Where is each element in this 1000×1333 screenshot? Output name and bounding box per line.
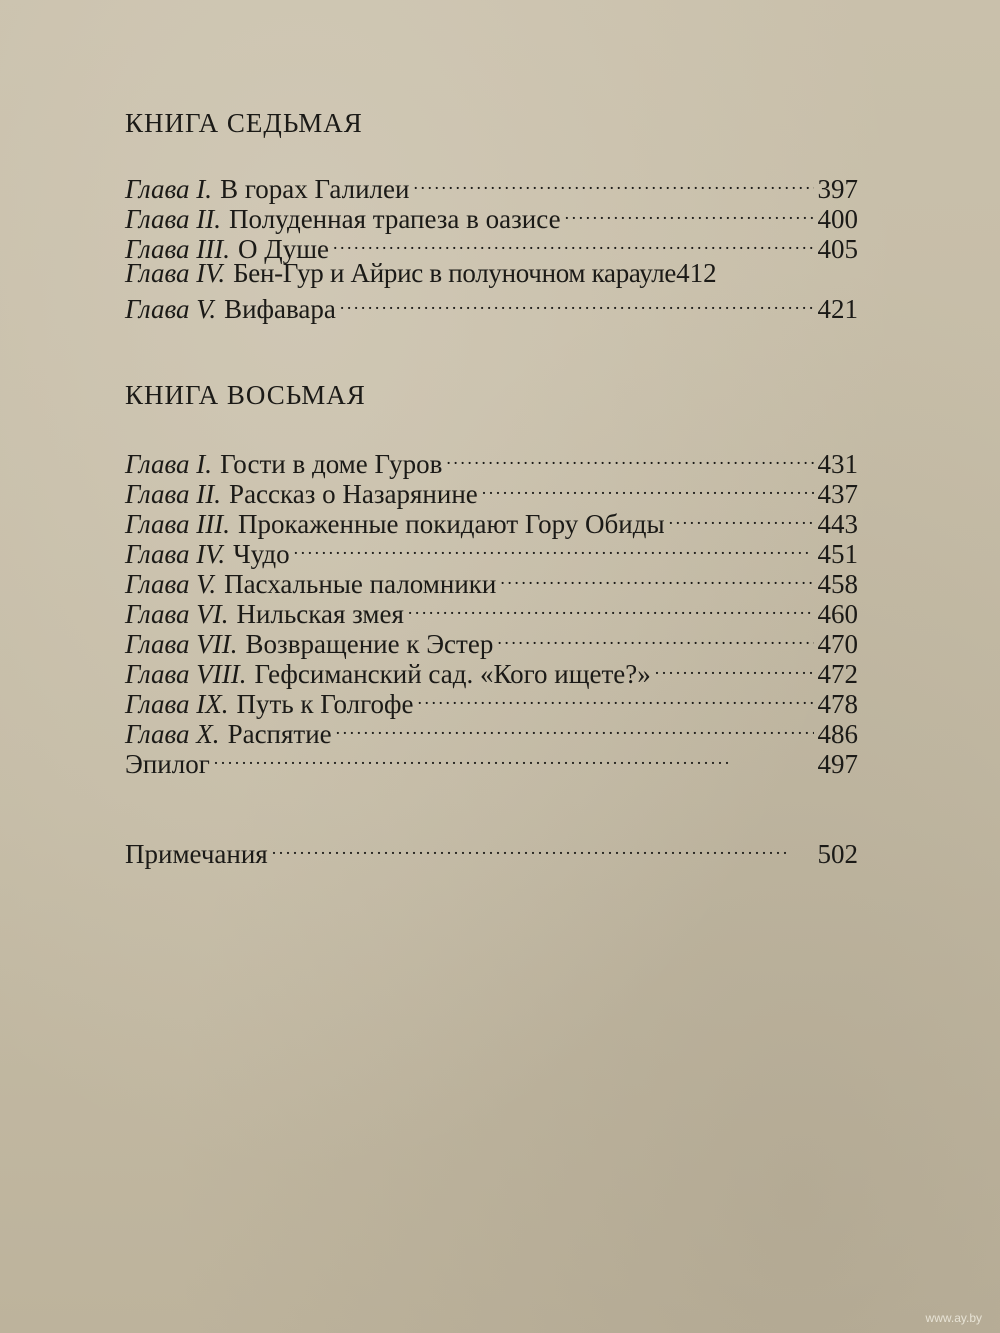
chapter-title: Полуденная трапеза в оазисе bbox=[229, 204, 561, 234]
dot-leader bbox=[408, 593, 814, 623]
notes-title: Примечания bbox=[125, 839, 268, 869]
book-seven-toc bbox=[125, 168, 858, 324]
toc-entry[interactable] bbox=[125, 533, 858, 569]
dot-leader bbox=[500, 563, 813, 593]
page-number: 431 bbox=[817, 449, 858, 479]
watermark: www.ay.by bbox=[925, 1311, 982, 1325]
chapter-label: Глава V. bbox=[125, 294, 217, 324]
page-number: 470 bbox=[817, 629, 858, 659]
notes-toc bbox=[125, 833, 858, 869]
chapter-title: Пасхальные паломники bbox=[224, 569, 497, 599]
chapter-title: Гефсиманский сад. «Кого ищете?» bbox=[254, 659, 651, 689]
dot-leader bbox=[336, 713, 814, 743]
chapter-label: Глава VII. bbox=[125, 629, 238, 659]
page-number: 443 bbox=[817, 509, 858, 539]
page-number: 400 bbox=[817, 204, 858, 234]
dot-leader bbox=[272, 833, 814, 863]
toc-entry[interactable] bbox=[125, 713, 858, 749]
chapter-label: Глава III. bbox=[125, 509, 231, 539]
chapter-label: Глава III. bbox=[125, 234, 231, 264]
chapter-title: Эпилог bbox=[125, 749, 210, 779]
chapter-title: В горах Галилеи bbox=[220, 174, 410, 204]
chapter-label: Глава X. bbox=[125, 719, 220, 749]
page-number: 405 bbox=[817, 234, 858, 264]
page-number: 437 bbox=[817, 479, 858, 509]
dot-leader bbox=[482, 473, 814, 503]
page-number: 397 bbox=[817, 174, 858, 204]
chapter-label: Глава VIII. bbox=[125, 659, 247, 689]
chapter-label: Глава I. bbox=[125, 449, 213, 479]
page-number: 502 bbox=[817, 839, 858, 869]
toc-entry-notes[interactable] bbox=[125, 833, 858, 869]
chapter-title: Гости в доме Гуров bbox=[220, 449, 443, 479]
chapter-title: Прокаженные покидают Гору Обиды bbox=[238, 509, 665, 539]
dot-leader bbox=[413, 168, 813, 198]
page-number: 412 bbox=[676, 258, 717, 288]
toc-entry[interactable] bbox=[125, 443, 858, 479]
chapter-label: Глава IX. bbox=[125, 689, 229, 719]
page-number: 451 bbox=[817, 539, 858, 569]
chapter-title: Возвращение к Эстер bbox=[245, 629, 494, 659]
chapter-label: Глава IV. bbox=[125, 539, 226, 569]
toc-entry[interactable] bbox=[125, 623, 858, 659]
page-number: 460 bbox=[817, 599, 858, 629]
toc-entry[interactable] bbox=[125, 288, 858, 324]
dot-leader bbox=[214, 743, 814, 773]
chapter-label: Глава II. bbox=[125, 479, 222, 509]
dot-leader bbox=[565, 198, 814, 228]
page-number: 458 bbox=[817, 569, 858, 599]
dot-leader bbox=[655, 653, 814, 683]
dot-leader bbox=[497, 623, 813, 653]
chapter-title: Чудо bbox=[233, 539, 290, 569]
page-number: 478 bbox=[817, 689, 858, 719]
toc-entry[interactable] bbox=[125, 258, 858, 288]
chapter-label: Глава I. bbox=[125, 174, 213, 204]
page-number: 421 bbox=[817, 294, 858, 324]
chapter-title: Рассказ о Назарянине bbox=[229, 479, 478, 509]
toc-entry[interactable] bbox=[125, 743, 858, 779]
chapter-label: Глава V. bbox=[125, 569, 217, 599]
book-eight-heading: КНИГА ВОСЬМАЯ bbox=[125, 380, 366, 410]
chapter-title: Нильская змея bbox=[236, 599, 404, 629]
chapter-title: Распятие bbox=[227, 719, 332, 749]
chapter-title: Бен-Гур и Айрис в полуночном карауле bbox=[233, 258, 677, 288]
page-number: 472 bbox=[817, 659, 858, 689]
chapter-label: Глава II. bbox=[125, 204, 222, 234]
dot-leader bbox=[294, 533, 814, 563]
dot-leader bbox=[418, 683, 814, 713]
chapter-label: Глава VI. bbox=[125, 599, 229, 629]
chapter-label: Глава IV. bbox=[125, 258, 226, 288]
dot-leader bbox=[669, 503, 814, 533]
dot-leader bbox=[340, 288, 814, 318]
book-eight-toc bbox=[125, 443, 858, 779]
chapter-title: О Душе bbox=[238, 234, 329, 264]
chapter-title: Путь к Голгофе bbox=[236, 689, 414, 719]
page-number: 497 bbox=[817, 749, 858, 779]
chapter-title: Вифавара bbox=[224, 294, 336, 324]
book-seven-heading: КНИГА СЕДЬМАЯ bbox=[125, 108, 363, 138]
dot-leader bbox=[446, 443, 813, 473]
toc-entry[interactable] bbox=[125, 168, 858, 204]
page-number: 486 bbox=[817, 719, 858, 749]
dot-leader bbox=[333, 228, 814, 258]
